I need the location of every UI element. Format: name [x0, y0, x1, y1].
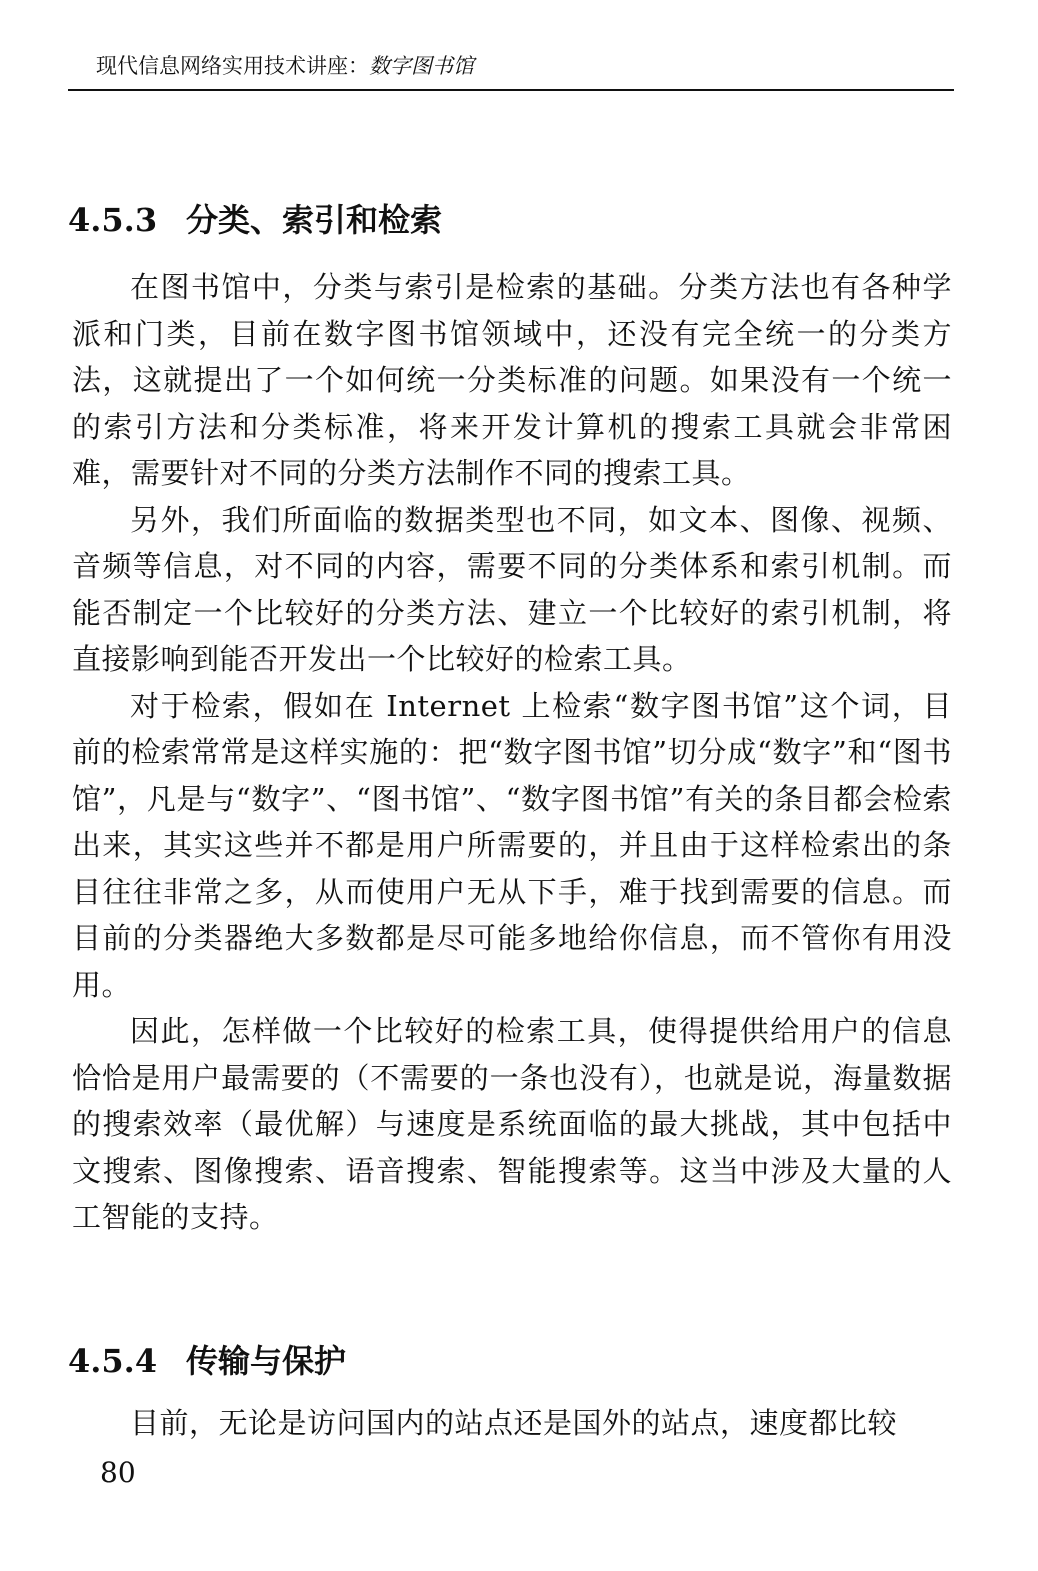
section-title: 分类、索引和检索	[186, 201, 443, 239]
paragraph: 因此，怎样做一个比较好的检索工具，使得提供给用户的信息恰恰是用户最需要的（不需要的一条也没有），也就是说，海量数据的搜索效率（最优解）与速度是系统面临的最大挑战，其中包括中文搜索、图像搜索、语音搜索、智能搜索等。这当中涉及大量的人工智能的支持。	[72, 1014, 952, 1234]
section-number: 4.5.3	[68, 201, 158, 239]
paragraph: 另外，我们所面临的数据类型也不同，如文本、图像、视频、音频等信息，对不同的内容，需要不同的分类体系和索引机制。而能否制定一个比较好的分类方法、建立一个比较好的索引机制，将直接影响到能否开发出一个比较好的检索工具。	[72, 502, 952, 676]
paragraph: 对于检索，假如在 Internet 上检索“数字图书馆”这个词，目前的检索常常是这样实施的：把“数字图书馆”切分成“数字”和“图书馆”，凡是与“数字”、“图书馆”、“数字图书馆”有关的条目都会检索出来，其实这些并不都是用户所需要的，并且由于这样检索出的条目往往非常之多，从而使用户无从下手，难于找到需要的信息。而目前的分类器绝大多数都是尽可能多地给你信息，而不管你有用没用。	[72, 688, 952, 1002]
page-number: 80	[100, 1456, 136, 1489]
header-rule	[68, 89, 954, 91]
section-body-4-5-3	[72, 264, 952, 1241]
section-body-4-5-4	[72, 1400, 952, 1447]
series-title: 现代信息网络实用技术讲座：	[96, 54, 369, 78]
running-header	[96, 50, 474, 80]
section-heading-4-5-3	[68, 195, 442, 241]
paragraph: 目前，无论是访问国内的站点还是国外的站点，速度都比较	[130, 1406, 898, 1440]
book-title: 数字图书馆	[369, 54, 474, 78]
section-number: 4.5.4	[68, 1342, 158, 1380]
section-title: 传输与保护	[186, 1342, 347, 1380]
paragraph: 在图书馆中，分类与索引是检索的基础。分类方法也有各种学派和门类，目前在数字图书馆领域中，还没有完全统一的分类方法，这就提出了一个如何统一分类标准的问题。如果没有一个统一的索引方法和分类标准，将来开发计算机的搜索工具就会非常困难，需要针对不同的分类方法制作不同的搜索工具。	[72, 270, 952, 490]
section-heading-4-5-4	[68, 1336, 346, 1382]
